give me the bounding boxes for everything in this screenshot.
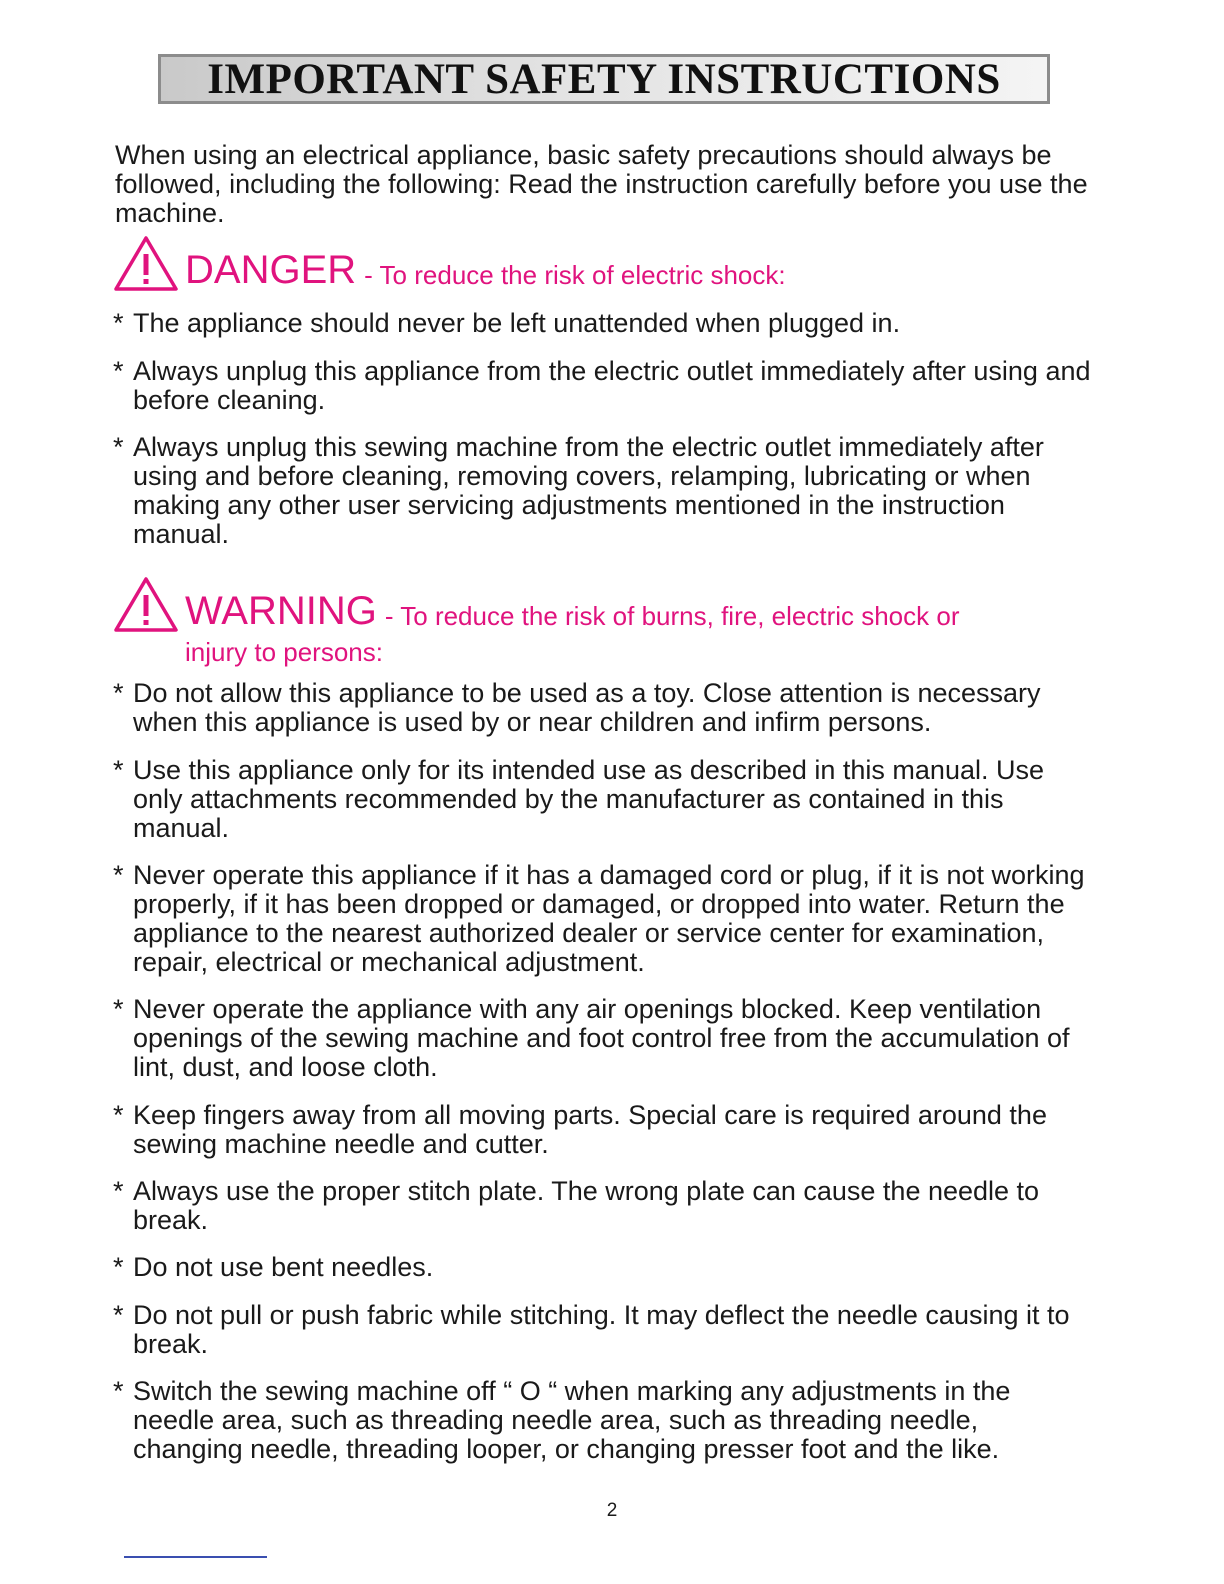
danger-subtitle: - To reduce the risk of electric shock: [364,260,786,290]
bullet: * [113,432,124,462]
bullet: * [113,308,124,338]
warning-item: * Keep fingers away from all moving parts. Special care is required around the sewing machine needle and cutter. [113,1100,1047,1159]
warning-item: * Do not pull or push fabric while stitching. It may deflect the needle causing it to break. [113,1300,1070,1359]
warning-subtitle-cont: injury to persons: [185,637,383,667]
warning-item: * Do not allow this appliance to be used as a toy. Close attention is necessary when this appliance is used by or near children and infirm persons. [113,678,1041,737]
intro-paragraph: When using an electrical appliance, basic safety precautions should always be followed, including the following: Read the instruction carefully before you use the machine. [115,140,1088,228]
danger-item: * The appliance should never be left unattended when plugged in. [113,308,901,338]
bullet: * [113,1376,124,1406]
warning-item: * Never operate this appliance if it has a damaged cord or plug, if it is not working properly, if it has been dropped or damaged, or dropped into water. Return the appliance to the nearest authorized dealer or service center for examination, repair, electrical or mechanical adjustment. [113,860,1085,977]
title-banner [158,54,1050,104]
page-title: IMPORTANT SAFETY INSTRUCTIONS [207,55,1001,103]
bullet: * [113,755,124,785]
warning-item: * Always use the proper stitch plate. The wrong plate can cause the needle to break. [113,1176,1040,1235]
bullet: * [113,1252,124,1282]
bullet: * [113,860,124,890]
warning-item: * Switch the sewing machine off “ O “ when marking any adjustments in the needle area, such as threading needle area, such as threading needle, changing needle, threading looper, or changing presser foot and the like. [113,1376,1011,1464]
danger-label: DANGER [185,248,357,292]
bullet: * [113,678,124,708]
bullet: * [113,994,124,1024]
danger-item: * Always unplug this sewing machine from the electric outlet immediately after using and before cleaning, removing covers, relamping, lubricating or when making any other user servicing adjustments mentioned in the instruction manual. [113,432,1044,549]
bullet: * [113,1300,124,1330]
warning-heading [113,575,959,633]
bullet: * [113,356,124,386]
warning-triangle-icon [113,234,179,292]
warning-item: * Do not use bent needles. [113,1252,434,1282]
bullet: * [113,1100,124,1130]
danger-heading [113,234,786,292]
footer-divider [124,1556,267,1558]
warning-triangle-icon [113,575,179,633]
warning-item: * Use this appliance only for its intended use as described in this manual. Use only attachments recommended by the manufacturer as contained in this manual. [113,755,1044,843]
danger-item: * Always unplug this appliance from the electric outlet immediately after using and before cleaning. [113,356,1091,415]
page-number: 2 [606,1500,618,1521]
warning-label: WARNING [185,589,377,633]
warning-item: * Never operate the appliance with any air openings blocked. Keep ventilation openings of the sewing machine and foot control free from the accumulation of lint, dust, and loose cloth. [113,994,1070,1082]
warning-subtitle: - To reduce the risk of burns, fire, electric shock or [384,601,960,631]
bullet: * [113,1176,124,1206]
